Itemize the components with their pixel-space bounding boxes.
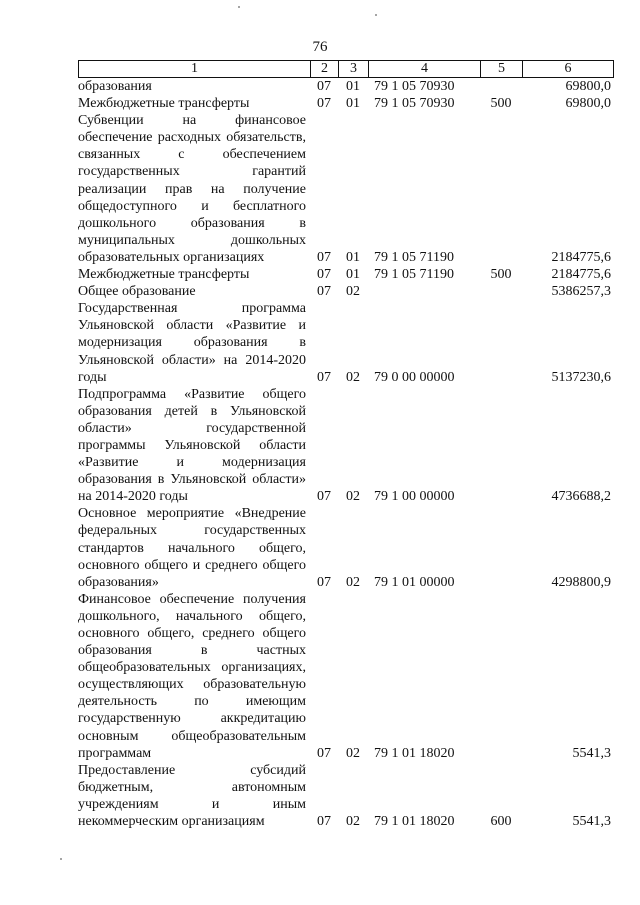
row-expense-type	[480, 283, 522, 300]
row-section: 07	[317, 489, 331, 505]
table-row	[78, 266, 613, 283]
row-name: Основное мероприятие «Внедрение федеральных государственных стандартов начального общего, основного общего и среднего общего образования»	[78, 506, 306, 590]
table-row	[78, 762, 613, 830]
header-col-2: 2	[311, 61, 339, 78]
row-name: Субвенции на финансовое обеспечение расходных обязательств, связанных с обеспечением государственных гарантий реализации прав на получение общедоступного и бесплатного дошкольного образования в муниципальных дошкольных образовательных организациях	[78, 113, 306, 265]
row-name: Государственная программа Ульяновской области «Развитие и модернизация образования в Ульяновской области» на 2014-2020 годы	[78, 301, 306, 385]
row-target-code: 79 1 01 18020	[374, 745, 455, 761]
header-col-1: 1	[79, 61, 311, 78]
scan-speck	[238, 6, 240, 8]
row-subsection: 01	[346, 96, 360, 112]
row-name: Межбюджетные трансферты	[78, 96, 250, 112]
page-number: 76	[312, 39, 328, 55]
table-row	[78, 283, 613, 300]
row-amount: 2184775,6	[551, 249, 611, 265]
row-expense-type	[480, 112, 522, 266]
row-amount: 4736688,2	[551, 489, 611, 505]
table-row	[78, 95, 613, 112]
row-target-code: 79 1 05 70930	[374, 79, 455, 94]
row-subsection: 01	[346, 79, 360, 94]
row-subsection: 01	[346, 267, 360, 283]
header-col-5: 5	[481, 61, 523, 78]
row-expense-type	[480, 300, 522, 385]
row-target-code: 79 1 05 70930	[374, 96, 455, 112]
header-col-4: 4	[369, 61, 481, 78]
row-amount: 5386257,3	[551, 284, 611, 300]
row-name: Общее образование	[78, 284, 196, 300]
row-subsection: 02	[346, 745, 360, 761]
row-expense-type	[480, 505, 522, 590]
row-amount: 69800,0	[565, 96, 611, 112]
row-target-code: 79 1 05 71190	[374, 267, 454, 283]
table-row	[78, 78, 613, 95]
row-section: 07	[317, 267, 331, 283]
row-expense-type	[480, 78, 522, 95]
row-amount: 4298800,9	[551, 574, 611, 590]
row-target-code: 79 1 01 00000	[374, 574, 455, 590]
row-subsection: 02	[346, 814, 360, 830]
row-amount: 5541,3	[572, 745, 611, 761]
budget-table	[78, 78, 613, 830]
row-section: 07	[317, 745, 331, 761]
row-subsection: 02	[346, 574, 360, 590]
row-expense-type: 500	[490, 96, 512, 112]
row-amount: 5137230,6	[551, 369, 611, 385]
row-expense-type	[480, 386, 522, 506]
row-name: Предоставление субсидий бюджетным, автономным учреждениям и иным некоммерческим организациям	[78, 762, 306, 830]
scan-speck	[60, 858, 62, 860]
row-target-code	[368, 283, 480, 300]
row-section: 07	[317, 79, 331, 94]
row-subsection: 02	[346, 369, 360, 385]
row-target-code: 79 0 00 00000	[374, 369, 455, 385]
row-name: Подпрограмма «Развитие общего образования детей в Ульяновской области» государственной программы Ульяновской области «Развитие и модернизация образования в Ульяновской области» на 2014-2020 годы	[78, 386, 306, 505]
row-section: 07	[317, 249, 331, 265]
table-row	[78, 505, 613, 590]
row-section: 07	[317, 574, 331, 590]
row-target-code: 79 1 05 71190	[374, 249, 454, 265]
header-col-3: 3	[339, 61, 369, 78]
row-amount: 69800,0	[565, 79, 611, 94]
row-section: 07	[317, 369, 331, 385]
row-target-code: 79 1 00 00000	[374, 489, 455, 505]
row-expense-type: 600	[490, 814, 512, 830]
table-row	[78, 300, 613, 385]
row-section: 07	[317, 284, 331, 300]
row-section: 07	[317, 96, 331, 112]
row-name: образования	[78, 79, 152, 94]
row-target-code: 79 1 01 18020	[374, 814, 455, 830]
row-name: Финансовое обеспечение получения дошкольного, начального общего, основного общего, среднего общего образования в частных общеобразовательных организациях, осуществляющих образовательную деятельность по имеющим государственную аккредитацию основным общеобразовательным программам	[78, 591, 306, 761]
header-col-6: 6	[523, 61, 614, 78]
row-section: 07	[317, 814, 331, 830]
table-row	[78, 112, 613, 266]
table-row	[78, 591, 613, 762]
row-expense-type	[480, 591, 522, 762]
row-subsection: 02	[346, 284, 360, 300]
row-amount: 2184775,6	[551, 267, 611, 283]
row-subsection: 01	[346, 249, 360, 265]
row-expense-type: 500	[490, 267, 512, 283]
table-header	[78, 60, 614, 78]
row-subsection: 02	[346, 489, 360, 505]
row-amount: 5541,3	[572, 814, 611, 830]
scan-speck	[375, 14, 377, 16]
table-row	[78, 386, 613, 506]
row-name: Межбюджетные трансферты	[78, 267, 250, 283]
